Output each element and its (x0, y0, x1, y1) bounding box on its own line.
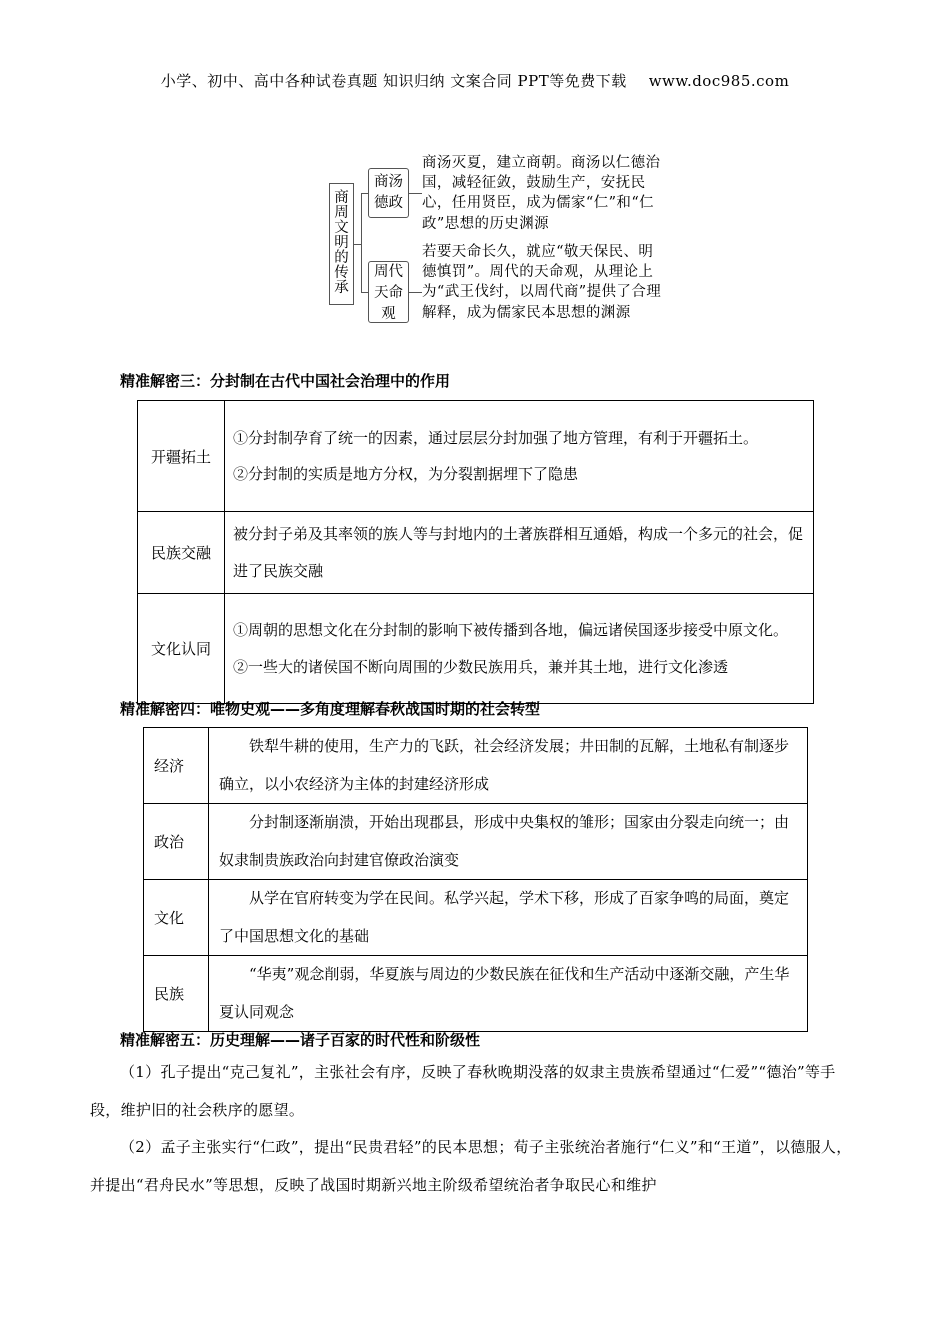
content-line: ②一些大的诸侯国不断向周围的少数民族用兵，兼并其土地，进行文化渗透 (233, 657, 729, 676)
section5-paragraph-1: （1）孔子提出“克己复礼”，主张社会有序，反映了春秋晚期没落的奴隶主贵族希望通过“仁爱”“德治”等手段，维护旧的社会秩序的愿望。 (90, 1063, 836, 1119)
mindmap-branch-shang: 商汤德政 (368, 168, 409, 218)
row-content: “华夷”观念削弱，华夏族与周边的少数民族在征伐和生产活动中逐渐交融，产生华夏认同观念 (209, 956, 808, 1032)
mindmap-branch-zhou-text: 若要天命长久，就应“敬天保民、明德慎罚”。周代的天命观，从理论上为“武王伐纣，以周代商”提供了合理解释，成为儒家民本思想的渊源 (422, 244, 662, 321)
content-line: ①分封制孕育了统一的因素，通过层层分封加强了地方管理，有利于开疆拓土。 (233, 428, 759, 447)
section5-paragraph-2: （2）孟子主张实行“仁政”，提出“民贵君轻”的民本思想；荀子主张统治者施行“仁义”和“王道”，以德服人，并提出“君舟民水”等思想，反映了战国时期新兴地主阶级希望统治者争取民心和维护 (90, 1138, 852, 1194)
row-content: 分封制逐渐崩溃，开始出现郡县，形成中央集权的雏形；国家由分裂走向统一；由奴隶制贵族政治向封建官僚政治演变 (209, 804, 808, 880)
row-content (225, 512, 814, 594)
row-content (225, 401, 814, 512)
row-label: 开疆拓土 (138, 401, 225, 512)
mindmap-branch-shang-text: 商汤灭夏，建立商朝。商汤以仁德治国，减轻征敛，鼓励生产，安抚民心，任用贤臣，成为儒家“仁”和“仁政”思想的历史渊源 (422, 155, 661, 232)
content-line: ②分封制的实质是地方分权，为分裂割据埋下了隐患 (233, 465, 579, 483)
section4-title: 精准解密四：唯物史观——多角度理解春秋战国时期的社会转型 (120, 700, 541, 718)
page-header (0, 70, 950, 91)
row-label: 民族交融 (138, 512, 225, 594)
table-row (144, 728, 808, 804)
section5-title: 精准解密五：历史理解——诸子百家的时代性和阶级性 (120, 1031, 481, 1049)
header-site-link[interactable]: www.doc985.com (648, 72, 790, 90)
row-label: 民族 (144, 956, 209, 1032)
mindmap-connector (409, 193, 422, 194)
table-row (138, 401, 814, 512)
content-line: 被分封子弟及其率领的族人等与封地内的土著族群相互通婚，构成一个多元的社会，促进了民族交融 (233, 525, 804, 580)
table-row (144, 804, 808, 880)
content-line: ①周朝的思想文化在分封制的影响下被传播到各地，偏远诸侯国逐步接受中原文化。 (233, 621, 789, 639)
table-row (144, 880, 808, 956)
row-label: 政治 (144, 804, 209, 880)
section3-title: 精准解密三：分封制在古代中国社会治理中的作用 (120, 372, 451, 390)
header-text: 小学、初中、高中各种试卷真题 知识归纳 文案合同 PPT等免费下载 (160, 72, 627, 90)
mindmap-root: 商周文明的传承 (329, 183, 354, 305)
row-content: 铁犁牛耕的使用，生产力的飞跃，社会经济发展；井田制的瓦解，土地私有制逐步确立，以小农经济为主体的封建经济形成 (209, 728, 808, 804)
mindmap-connector (354, 244, 361, 245)
section3-table (137, 400, 814, 704)
mindmap-connector (361, 292, 368, 293)
row-content (225, 594, 814, 704)
row-label: 经济 (144, 728, 209, 804)
table-row (138, 512, 814, 594)
mindmap-connector (409, 292, 422, 293)
row-label: 文化认同 (138, 594, 225, 704)
row-content: 从学在官府转变为学在民间。私学兴起，学术下移，形成了百家争鸣的局面，奠定了中国思想文化的基础 (209, 880, 808, 956)
row-label: 文化 (144, 880, 209, 956)
table-row (138, 594, 814, 704)
mindmap-branch-zhou: 周代天命观 (368, 261, 409, 323)
mindmap-connector (361, 193, 368, 194)
mindmap-connector (361, 193, 362, 292)
table-row (144, 956, 808, 1032)
section4-table (143, 727, 808, 1032)
